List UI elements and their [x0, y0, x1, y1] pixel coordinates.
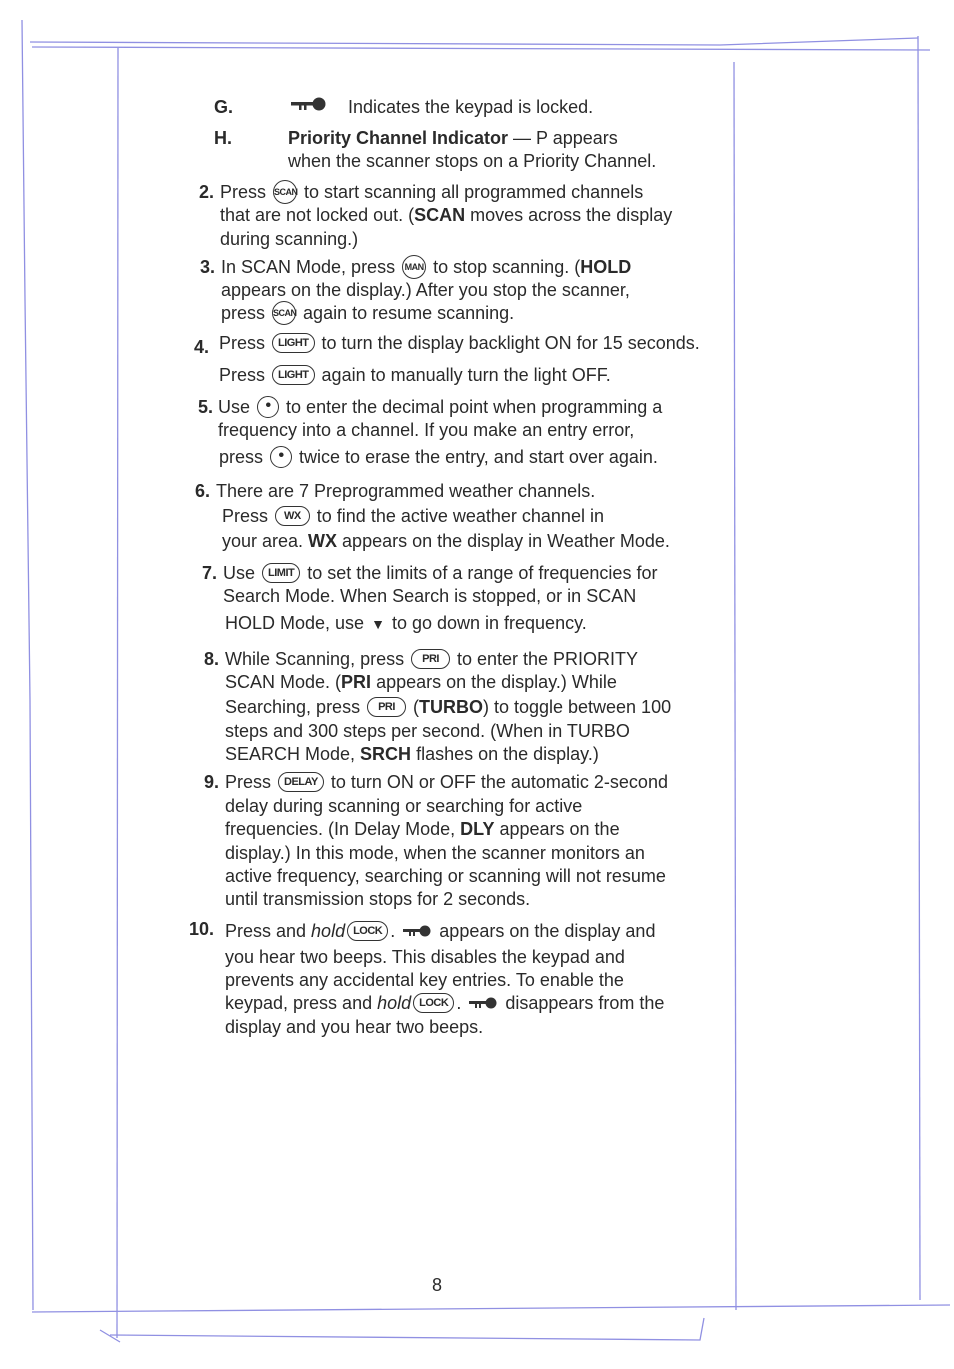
- s2-t2b: SCAN: [414, 205, 466, 225]
- step-7-number: 7.: [202, 563, 218, 583]
- step-9-line2: delay during scanning or searching for active: [225, 796, 583, 816]
- s9-t1: to turn ON or OFF the automatic 2-second: [330, 772, 668, 792]
- s10-t1b2: .: [456, 993, 462, 1013]
- step-8-line5: [225, 743, 599, 765]
- item-h-line2: when the scanner stops on a Priority Channel.: [288, 151, 657, 171]
- step-2-line1: [220, 181, 643, 204]
- s8-t2c: appears on the display.) While: [371, 672, 617, 692]
- step-10-line3: prevents any accidental key entries. To enable the: [225, 970, 624, 990]
- step-10-line5: display and you hear two beeps.: [225, 1017, 484, 1037]
- item-g-text: Indicates the keypad is locked.: [348, 97, 594, 117]
- step-9-line5: active frequency, searching or scanning will not resume: [225, 866, 666, 886]
- step-4-number: 4.: [194, 337, 210, 357]
- s10-hold: hold: [311, 921, 346, 941]
- step-6-line3: [222, 530, 670, 552]
- step-10-line4: [225, 992, 664, 1014]
- s5-t3b: twice to erase the entry, and start over again.: [299, 447, 658, 467]
- step-5-number: 5.: [198, 397, 214, 417]
- s9-press: Press: [225, 772, 272, 792]
- step-9-line6: until transmission stops for 2 seconds.: [225, 889, 531, 909]
- step-3-number: 3.: [200, 257, 216, 277]
- pri-key-icon: PRI: [367, 697, 406, 717]
- s8-t5a: SEARCH Mode,: [225, 744, 361, 764]
- step-8-line4: steps and 300 steps per second. (When in TURBO: [225, 721, 630, 741]
- step-9-line4: display.) In this mode, when the scanner monitors an: [225, 843, 645, 863]
- s2-t1: to start scanning all programmed channels: [304, 182, 644, 202]
- s8-t3c: TURBO: [418, 697, 483, 717]
- step-7-line2: Search Mode. When Search is stopped, or in SCAN: [223, 586, 637, 606]
- s4-t1: to turn the display backlight ON for 15 seconds.: [321, 333, 700, 353]
- step-5-line3: [219, 446, 658, 468]
- s9-t3c: appears on the: [494, 819, 620, 839]
- step-3-line3: [221, 302, 514, 325]
- step-3-line2: appears on the display.) After you stop the scanner,: [221, 280, 630, 300]
- keypad-lock-icon: [290, 96, 328, 112]
- item-h-title: Priority Channel Indicator: [288, 128, 509, 148]
- step-5-line2: frequency into a channel. If you make an entry error,: [218, 420, 635, 440]
- s9-t3a: frequencies. (In Delay Mode,: [225, 819, 461, 839]
- step-2-line2: [220, 204, 672, 226]
- step-10-number: 10.: [189, 919, 215, 939]
- s7-t1: to set the limits of a range of frequencies for: [307, 563, 658, 583]
- s7-t3a: HOLD Mode, use: [225, 613, 365, 633]
- step-9-line1: [225, 771, 668, 793]
- light-key-icon: LIGHT: [272, 333, 315, 353]
- s3-t1a: In SCAN Mode, press: [221, 257, 396, 277]
- s10-t1b: .: [390, 921, 396, 941]
- step-9-number: 9.: [204, 772, 220, 792]
- keypad-lock-icon: [402, 924, 432, 938]
- man-key-icon: MAN: [402, 255, 426, 279]
- s7-use: Use: [223, 563, 256, 583]
- scan-key-icon: SCAN: [273, 180, 297, 204]
- s10-t1c: appears on the display and: [439, 921, 656, 941]
- s9-t3b: DLY: [460, 819, 495, 839]
- s8-t2a: SCAN Mode. (: [225, 672, 342, 692]
- step-8-line2: [225, 671, 617, 693]
- step-2-line3: during scanning.): [220, 229, 359, 249]
- s3-t1c: HOLD: [580, 257, 632, 277]
- step-5-line1: [218, 396, 662, 418]
- step-6-number: 6.: [195, 481, 211, 501]
- s6-t3c: appears on the display in Weather Mode.: [337, 531, 670, 551]
- delay-key-icon: DELAY: [278, 772, 324, 792]
- s5-t3a: press: [219, 447, 264, 467]
- keypad-lock-icon: [468, 996, 498, 1010]
- step-8-number: 8.: [204, 649, 220, 669]
- item-h-letter: H.: [214, 128, 232, 148]
- s5-use: Use: [218, 397, 251, 417]
- s4-press: Press: [219, 333, 266, 353]
- scan-key-icon: SCAN: [272, 301, 296, 325]
- lock-key-icon: LOCK: [413, 993, 454, 1013]
- s8-t3d: ) to toggle between 100: [482, 697, 672, 717]
- s6-t2: to find the active weather channel in: [316, 506, 604, 526]
- s3-t3b: again to resume scanning.: [303, 303, 515, 323]
- light-key-icon: LIGHT: [272, 365, 315, 385]
- s8-t3b: (: [412, 697, 419, 717]
- s10-t1a: Press and: [225, 921, 312, 941]
- s6-t3b: WX: [308, 531, 338, 551]
- s2-press: Press: [220, 182, 267, 202]
- step-10-line1: [225, 920, 655, 942]
- s2-t2a: that are not locked out. (: [220, 205, 415, 225]
- wx-key-icon: WX: [275, 506, 310, 526]
- s8-t5c: flashes on the display.): [411, 744, 599, 764]
- step-8-line3: [225, 696, 671, 718]
- limit-key-icon: LIMIT: [262, 563, 300, 583]
- decimal-key-icon: •: [270, 446, 292, 468]
- s2-t2c: moves across the display: [465, 205, 673, 225]
- step-6-line2: [222, 505, 604, 527]
- s8-t5b: SRCH: [360, 744, 412, 764]
- s6-press: Press: [222, 506, 269, 526]
- item-h-t1: — P appears: [508, 128, 618, 148]
- decimal-key-icon: •: [257, 396, 279, 418]
- s10-t4b: disappears from the: [505, 993, 665, 1013]
- step-3-line1: [221, 256, 631, 279]
- s8-t1b: to enter the PRIORITY: [456, 649, 639, 669]
- s3-t3a: press: [221, 303, 266, 323]
- lock-key-icon: LOCK: [347, 921, 388, 941]
- step-10-line2: you hear two beeps. This disables the keypad and: [225, 947, 625, 967]
- item-g-letter: G.: [214, 97, 234, 117]
- step-4-line1: [219, 332, 700, 354]
- s8-t1a: While Scanning, press: [225, 649, 405, 669]
- down-arrow-icon: ▼: [371, 616, 385, 632]
- s5-t1: to enter the decimal point when programming a: [286, 397, 663, 417]
- step-8-line1: [225, 648, 638, 670]
- s7-t3b: to go down in frequency.: [391, 613, 587, 633]
- pri-key-icon: PRI: [411, 649, 450, 669]
- s6-t3a: your area.: [222, 531, 309, 551]
- s10-t4a: keypad, press and: [225, 993, 378, 1013]
- s8-t3a: Searching, press: [225, 697, 361, 717]
- step-7-line1: [223, 562, 657, 584]
- step-9-line3: [225, 818, 620, 840]
- step-2-number: 2.: [199, 182, 215, 202]
- s3-t1b: to stop scanning. (: [433, 257, 581, 277]
- page-number: 8: [432, 1275, 443, 1295]
- step-6-line1: There are 7 Preprogrammed weather channels.: [216, 481, 596, 501]
- s4-t2: again to manually turn the light OFF.: [321, 365, 611, 385]
- s8-t2b: PRI: [341, 672, 372, 692]
- s10-hold: hold: [377, 993, 412, 1013]
- s4-press2: Press: [219, 365, 266, 385]
- item-h-line1: [288, 127, 618, 149]
- step-4-line2: [219, 364, 611, 386]
- step-7-line3: [225, 612, 587, 635]
